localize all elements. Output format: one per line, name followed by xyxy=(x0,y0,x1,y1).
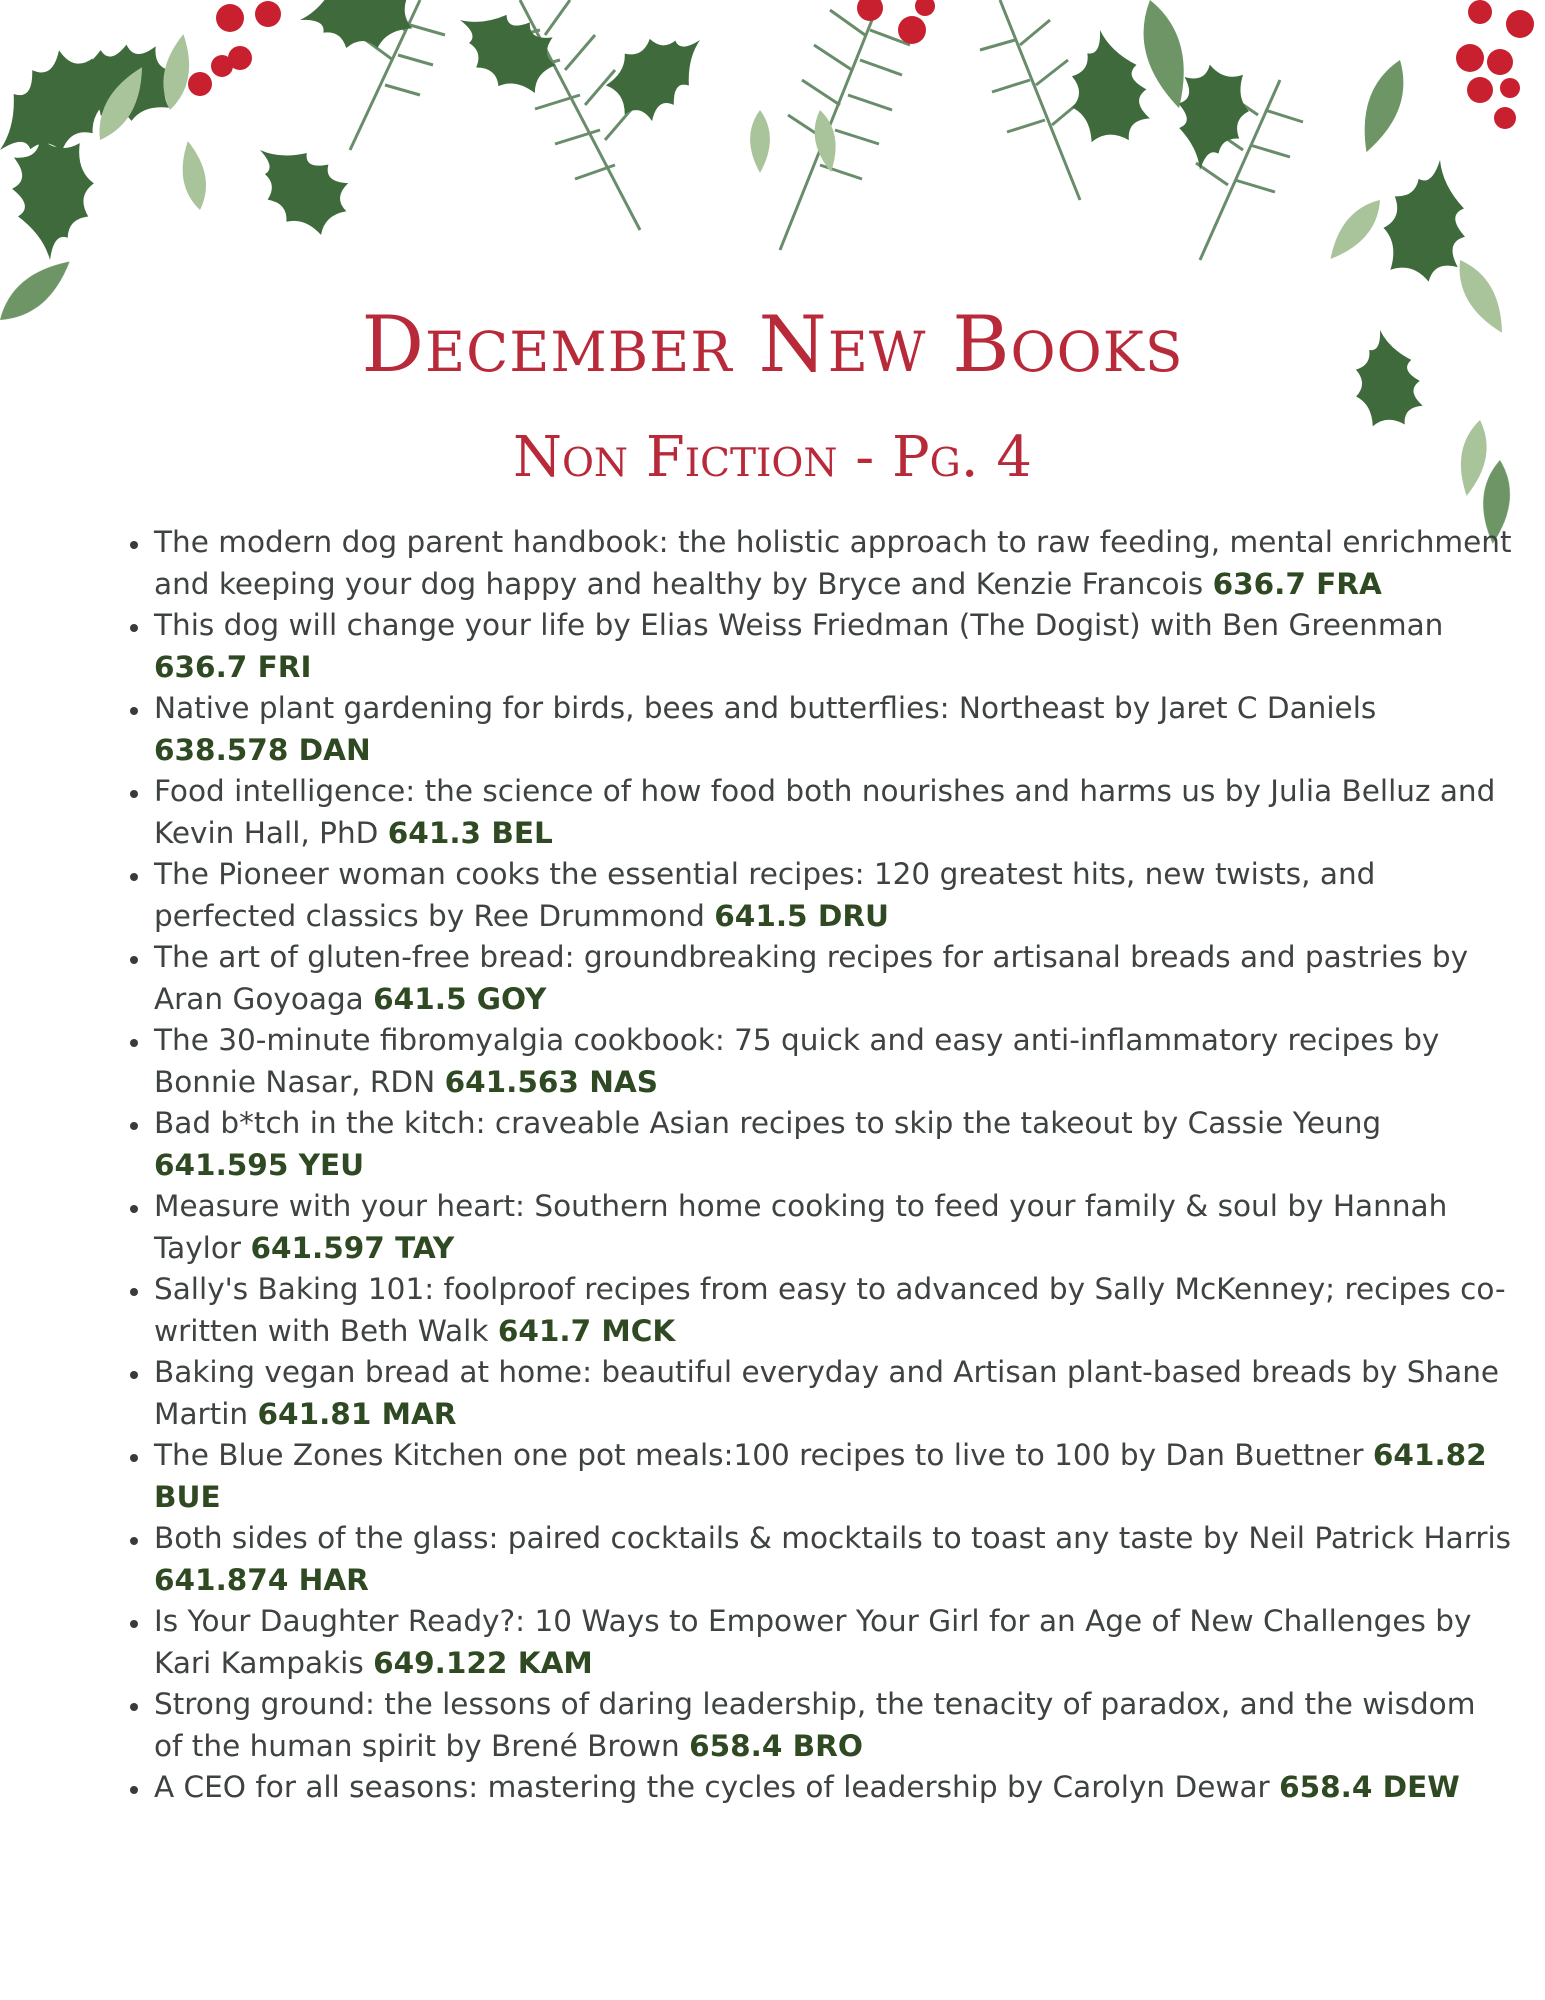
book-item xyxy=(152,1601,1512,1684)
book-title-author: Is Your Daughter Ready?: 10 Ways to Empower Your Girl for an Age of New Challenges by Kari Kampakis xyxy=(154,1604,1472,1680)
page-subtitle: Non Fiction - Pg. 4 xyxy=(512,425,1033,490)
book-item xyxy=(152,937,1512,1020)
call-number: 641.7 MCK xyxy=(497,1313,676,1348)
call-number: 636.7 FRI xyxy=(154,649,312,684)
call-number: 641.81 MAR xyxy=(257,1396,457,1431)
book-item xyxy=(152,688,1512,771)
book-title-author: Sally's Baking 101: foolproof recipes from easy to advanced by Sally McKenney; recipes co-written with Beth Walk xyxy=(154,1272,1506,1348)
book-item xyxy=(152,605,1512,688)
call-number: 641.5 DRU xyxy=(714,898,890,933)
book-item xyxy=(152,1103,1512,1186)
book-title-author: The 30-minute fibromyalgia cookbook: 75 quick and easy anti-inflammatory recipes by Bonnie Nasar, RDN xyxy=(154,1023,1440,1099)
book-item xyxy=(152,522,1512,605)
book-item xyxy=(152,1186,1512,1269)
book-item xyxy=(152,1684,1512,1767)
book-item xyxy=(152,1518,1512,1601)
call-number: 641.595 YEU xyxy=(154,1147,365,1182)
call-number: 641.5 GOY xyxy=(373,981,547,1016)
book-title-author: Measure with your heart: Southern home cooking to feed your family & soul by Hannah Taylor xyxy=(154,1189,1448,1265)
book-item xyxy=(152,854,1512,937)
call-number: 658.4 DEW xyxy=(1279,1770,1460,1804)
book-title-author: The art of gluten-free bread: groundbreaking recipes for artisanal breads and pastries by Aran Goyoaga xyxy=(154,940,1469,1016)
book-title-author: A CEO for all seasons: mastering the cycles of leadership by Carolyn Dewar xyxy=(154,1770,1270,1804)
book-item xyxy=(152,1269,1512,1352)
book-list xyxy=(112,522,1512,1809)
book-item xyxy=(152,1435,1512,1518)
book-title-author: Baking vegan bread at home: beautiful everyday and Artisan plant-based breads by Shane Martin xyxy=(154,1355,1500,1431)
call-number: 638.578 DAN xyxy=(154,732,371,767)
book-title-author: Food intelligence: the science of how food both nourishes and harms us by Julia Belluz and Kevin Hall, PhD xyxy=(154,774,1496,850)
call-number: 649.122 KAM xyxy=(373,1645,593,1680)
book-title-author: Bad b*tch in the kitch: craveable Asian recipes to skip the takeout by Cassie Yeung xyxy=(154,1106,1382,1140)
call-number: 641.3 BEL xyxy=(387,815,553,850)
call-number: 641.82 BUE xyxy=(154,1438,1487,1514)
call-number: 636.7 FRA xyxy=(1212,566,1382,601)
book-title-author: Native plant gardening for birds, bees and butterflies: Northeast by Jaret C Daniels xyxy=(154,691,1377,725)
book-title-author: The modern dog parent handbook: the holistic approach to raw feeding, mental enrichment and keeping your dog happy and healthy by Bryce and Kenzie Francois xyxy=(154,525,1512,601)
call-number: 658.4 BRO xyxy=(689,1728,863,1763)
book-item xyxy=(152,1352,1512,1435)
call-number: 641.563 NAS xyxy=(444,1064,658,1099)
book-item xyxy=(152,771,1512,854)
book-item xyxy=(152,1767,1512,1809)
book-item xyxy=(152,1020,1512,1103)
call-number: 641.597 TAY xyxy=(250,1230,455,1265)
book-title-author: The Blue Zones Kitchen one pot meals:100 recipes to live to 100 by Dan Buettner xyxy=(154,1438,1364,1472)
page-title: December New Books xyxy=(361,300,1184,390)
book-title-author: This dog will change your life by Elias Weiss Friedman (The Dogist) with Ben Greenman xyxy=(154,608,1444,642)
book-title-author: The Pioneer woman cooks the essential recipes: 120 greatest hits, new twists, and perfected classics by Ree Drummond xyxy=(154,857,1376,933)
call-number: 641.874 HAR xyxy=(154,1562,369,1597)
book-title-author: Strong ground: the lessons of daring leadership, the tenacity of paradox, and the wisdom of the human spirit by Brené Brown xyxy=(154,1687,1476,1763)
book-title-author: Both sides of the glass: paired cocktails & mocktails to toast any taste by Neil Patrick Harris xyxy=(154,1521,1512,1555)
